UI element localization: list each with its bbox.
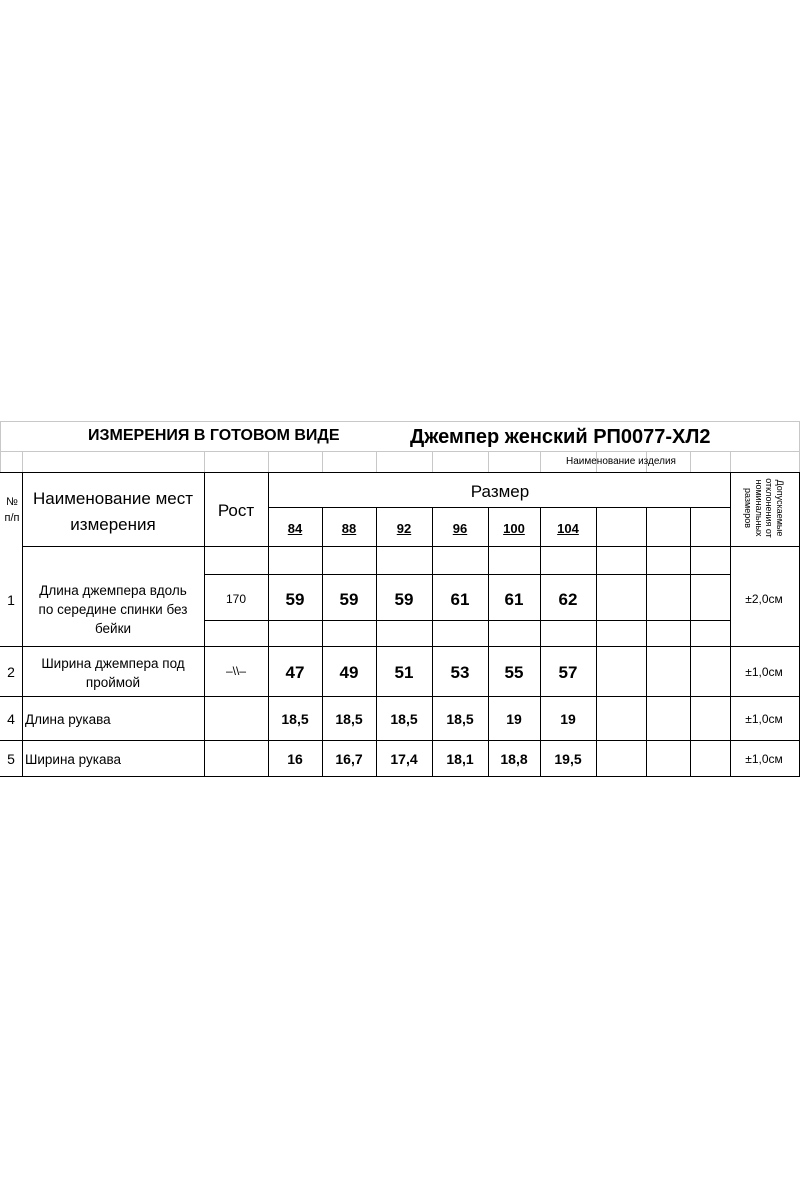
row-height: 170 bbox=[225, 592, 247, 606]
row-number: 5 bbox=[7, 751, 15, 767]
col-header-size: Размер bbox=[470, 482, 530, 501]
row-number: 4 bbox=[7, 711, 15, 727]
cell-value: 59 bbox=[339, 590, 359, 609]
col-header-name: Наименование мест измерения bbox=[33, 489, 193, 534]
row-name: Длина джемпера вдоль по середине спинки без бейки bbox=[38, 583, 188, 636]
cell-value: 19 bbox=[560, 711, 576, 727]
col-header-height: Рост bbox=[217, 501, 255, 520]
cell-value: 19,5 bbox=[554, 751, 582, 767]
col-header-number: № п/п bbox=[4, 496, 20, 524]
cell-value: 16,7 bbox=[335, 751, 363, 767]
cell-value: 61 bbox=[504, 590, 524, 609]
measurement-sheet bbox=[0, 420, 800, 780]
cell-value: 51 bbox=[394, 663, 414, 682]
cell-value: 53 bbox=[450, 663, 470, 682]
row-height: –\\– bbox=[225, 664, 246, 678]
cell-value: 59 bbox=[394, 590, 414, 609]
tolerance-header-text: Допускаемые отклонения от номинальных размеров bbox=[743, 478, 785, 538]
row-number: 1 bbox=[7, 592, 15, 608]
size-label: 100 bbox=[503, 521, 525, 536]
cell-value: 55 bbox=[504, 663, 524, 682]
cell-value: 62 bbox=[558, 590, 578, 609]
row-tolerance: ±1,0см bbox=[745, 752, 783, 766]
row-number: 2 bbox=[7, 664, 15, 680]
cell-value: 61 bbox=[450, 590, 470, 609]
cell-value: 19 bbox=[506, 711, 522, 727]
row-tolerance: ±2,0см bbox=[745, 592, 783, 606]
cell-value: 18,5 bbox=[281, 711, 309, 727]
cell-value: 57 bbox=[558, 663, 578, 682]
size-label: 92 bbox=[396, 521, 412, 536]
cell-value: 18,5 bbox=[390, 711, 418, 727]
cell-value: 17,4 bbox=[390, 751, 418, 767]
cell-value: 59 bbox=[285, 590, 305, 609]
cell-value: 47 bbox=[285, 663, 305, 682]
size-label: 88 bbox=[341, 521, 357, 536]
row-tolerance: ±1,0см bbox=[745, 712, 783, 726]
cell-value: 18,5 bbox=[335, 711, 363, 727]
size-label: 96 bbox=[452, 521, 468, 536]
row-name: Ширина рукава bbox=[25, 752, 122, 767]
row-tolerance: ±1,0см bbox=[745, 665, 783, 679]
cell-value: 49 bbox=[339, 663, 359, 682]
size-label: 84 bbox=[287, 521, 303, 536]
row-name: Ширина джемпера под проймой bbox=[41, 656, 185, 690]
size-label: 104 bbox=[557, 521, 579, 536]
sheet-title: ИЗМЕРЕНИЯ В ГОТОВОМ ВИДЕ bbox=[88, 427, 340, 444]
product-caption: Наименование изделия bbox=[566, 456, 676, 467]
col-header-tolerance bbox=[730, 472, 798, 544]
cell-value: 18,1 bbox=[446, 751, 474, 767]
cell-value: 18,5 bbox=[446, 711, 474, 727]
cell-value: 18,8 bbox=[500, 751, 528, 767]
cell-value: 16 bbox=[287, 751, 303, 767]
row-name: Длина рукава bbox=[25, 712, 111, 727]
product-title: Джемпер женский РП0077-ХЛ2 bbox=[410, 426, 711, 448]
